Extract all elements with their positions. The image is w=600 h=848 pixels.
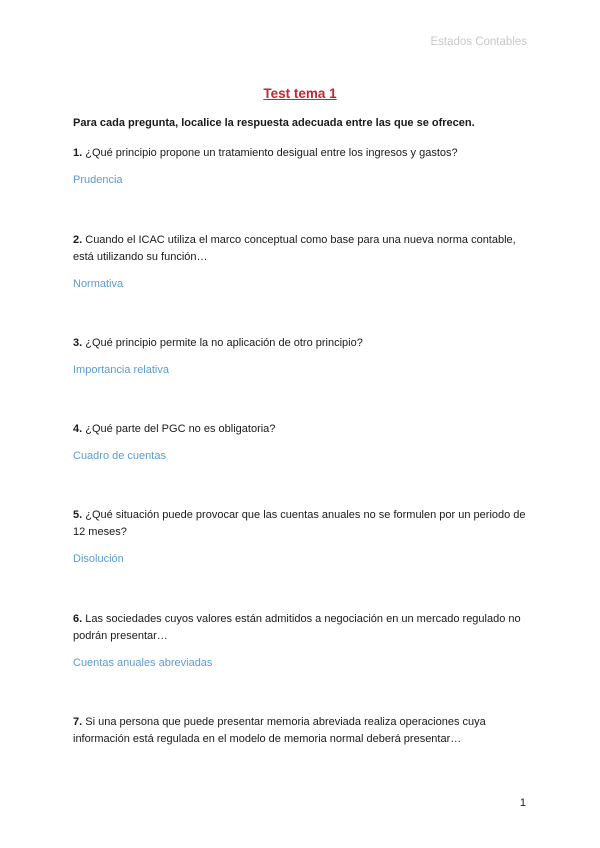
answer-text: Prudencia [73, 174, 123, 186]
answer-text: Cuentas anuales abreviadas [73, 657, 213, 669]
question-body: ¿Qué parte del PGC no es obligatoria? [82, 423, 276, 435]
question-1 [73, 145, 533, 186]
question-2 [73, 232, 533, 290]
question-body: ¿Qué principio propone un tratamiento desigual entre los ingresos y gastos? [82, 147, 458, 159]
question-number: 5. [73, 509, 83, 521]
question-6 [73, 611, 533, 669]
question-number: 7. [73, 716, 83, 728]
instructions-text: Para cada pregunta, localice la respuesta adecuada entre las que se ofrecen. [73, 117, 475, 129]
question-number: 6. [73, 613, 83, 625]
question-4 [73, 421, 533, 462]
question-text [73, 145, 533, 162]
answer-text: Importancia relativa [73, 364, 169, 376]
question-text [73, 714, 533, 748]
question-7 [73, 714, 533, 748]
question-number: 2. [73, 234, 83, 246]
question-number: 1. [73, 147, 83, 159]
document-header-subject: Estados Contables [430, 36, 527, 48]
question-5 [73, 507, 533, 565]
question-text [73, 335, 533, 352]
page-number: 1 [519, 797, 526, 809]
question-body: Las sociedades cuyos valores están admitidos a negociación en un mercado regulado no podrán presentar… [73, 613, 521, 642]
question-text [73, 421, 533, 438]
question-text [73, 232, 533, 266]
question-body: Cuando el ICAC utiliza el marco conceptual como base para una nueva norma contable, está utilizando su función… [73, 234, 516, 263]
question-text [73, 611, 533, 645]
page-title: Test tema 1 [263, 86, 337, 101]
question-body: Si una persona que puede presentar memoria abreviada realiza operaciones cuya información está regulada en el modelo de memoria normal deberá presentar… [73, 716, 486, 745]
answer-text: Disolución [73, 553, 124, 565]
question-text [73, 507, 533, 541]
question-body: ¿Qué situación puede provocar que las cuentas anuales no se formulen por un periodo de 12 meses? [73, 509, 526, 538]
question-3 [73, 335, 533, 376]
question-number: 4. [73, 423, 83, 435]
answer-text: Cuadro de cuentas [73, 450, 166, 462]
question-body: ¿Qué principio permite la no aplicación de otro principio? [82, 337, 363, 349]
question-number: 3. [73, 337, 83, 349]
answer-text: Normativa [73, 278, 124, 290]
